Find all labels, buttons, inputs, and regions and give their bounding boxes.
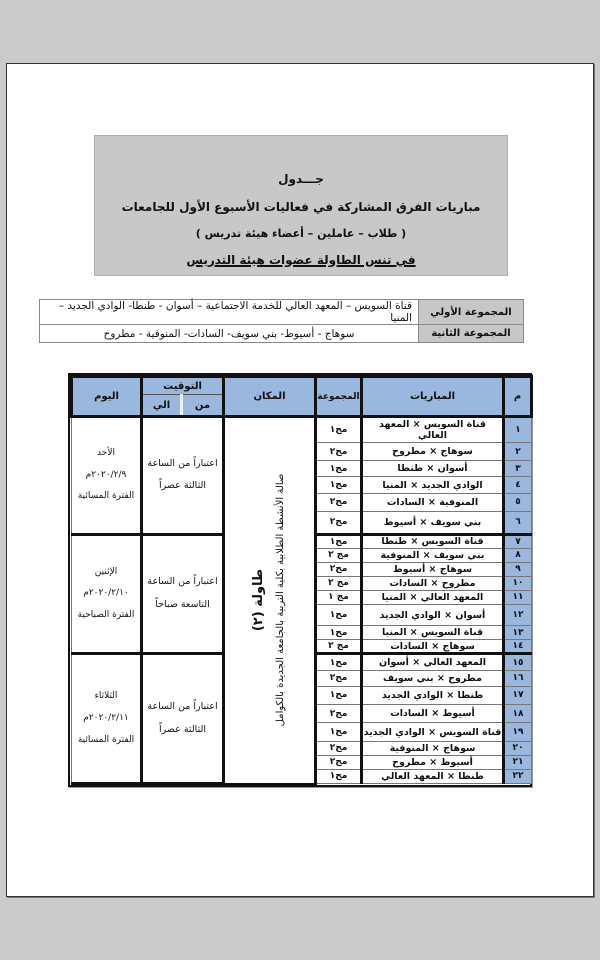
match-teams: قناة السويس × طنطا: [362, 534, 504, 548]
match-group: مج١: [316, 723, 362, 741]
match-group: مج٢: [316, 705, 362, 723]
match-teams: طنطا × المعهد العالي: [362, 769, 504, 783]
match-number: ١١: [504, 590, 532, 604]
day-date: ٢٠٢٠/٢/١١م: [83, 712, 129, 723]
match-teams: قناة السويس × الوادي الجديد: [362, 723, 504, 741]
match-group: مج٢: [316, 670, 362, 686]
match-group: مج ٢: [316, 576, 362, 590]
match-group: مج١: [316, 654, 362, 670]
group-teams: سوهاج - أسيوط- بني سويف- السادات- المنوفية - مطروح: [40, 325, 419, 343]
time-cell: [142, 654, 224, 784]
match-group: مج٢: [316, 511, 362, 534]
match-number: ٣: [504, 461, 532, 477]
match-teams: سوهاج × أسيوط: [362, 562, 504, 576]
participants-line: ( طلاب – عاملين – أعضاء هيئة تدريس ): [195, 227, 407, 240]
group-label: المجموعة الأولي: [419, 300, 524, 325]
schedule-table: [70, 375, 533, 785]
match-number: ١٠: [504, 576, 532, 590]
match-teams: سوهاج × المنوفية: [362, 741, 504, 755]
day-period: الفترة المسائية: [77, 491, 135, 502]
document-title: جـــدول: [278, 172, 324, 186]
match-number: ٦: [504, 511, 532, 534]
match-group: مج ٢: [316, 640, 362, 654]
match-teams: مطروح × السادات: [362, 576, 504, 590]
venue-cell: [224, 417, 316, 784]
time-cell: [142, 534, 224, 654]
header-row: [72, 377, 532, 395]
match-group: مج٢: [316, 562, 362, 576]
time-cell: [142, 417, 224, 535]
match-number: ١٦: [504, 670, 532, 686]
day-cell: [72, 654, 142, 784]
match-number: ١٥: [504, 654, 532, 670]
sport-line: [95, 253, 507, 267]
match-group: مج١: [316, 604, 362, 626]
group-row: [40, 300, 524, 325]
match-teams: بني سويف × أسيوط: [362, 511, 504, 534]
group-teams: قناة السويس – المعهد العالي للخدمة الاجتماعية – أسوان - طنطا- الوادي الجديد – المنيا: [40, 300, 419, 325]
schedule-table-frame: [68, 373, 532, 787]
match-number: ١٣: [504, 626, 532, 640]
match-number: ٤: [504, 477, 532, 493]
match-number: ٢٢: [504, 769, 532, 783]
day-date: ٢٠٢٠/٢/١٠م: [83, 588, 129, 599]
match-teams: المنوفية × السادات: [362, 493, 504, 511]
time-start-value: التاسعة صباحاً: [155, 599, 210, 610]
header-matches: المباريات: [362, 377, 504, 417]
match-teams: المعهد العالي × أسوان: [362, 654, 504, 670]
match-number: ٩: [504, 562, 532, 576]
match-teams: قناة السويس × المعهد العالي: [362, 417, 504, 443]
time-start-value: الثالثة عصراً: [159, 480, 206, 492]
match-group: مج١: [316, 626, 362, 640]
match-teams: قناة السويس × المنيا: [362, 626, 504, 640]
day-date: ٢٠٢٠/٢/٩م: [85, 469, 127, 480]
day-name: الأحد: [97, 447, 115, 458]
match-number: ١٤: [504, 640, 532, 654]
match-number: ٧: [504, 534, 532, 548]
time-start-label: اعتباراً من الساعة: [147, 457, 218, 469]
title-box: [94, 135, 508, 276]
header-num: م: [504, 377, 532, 417]
match-group: مج٢: [316, 755, 362, 769]
header-group: المجموعة: [316, 377, 362, 417]
header-place: المكان: [224, 377, 316, 417]
header-to: الي: [142, 395, 182, 417]
day-name: الإثنين: [94, 566, 118, 577]
day-period: الفترة الصباحية: [77, 609, 135, 620]
time-start-label: اعتباراً من الساعة: [147, 700, 218, 712]
match-teams: طنطا × الوادي الجديد: [362, 686, 504, 704]
match-group: مج٢: [316, 741, 362, 755]
match-number: ٢١: [504, 755, 532, 769]
match-group: مج١: [316, 417, 362, 443]
match-teams: المعهد العالي × المنيا: [362, 590, 504, 604]
match-number: ١: [504, 417, 532, 443]
match-number: ٢: [504, 442, 532, 460]
match-teams: بني سويف × المنوفية: [362, 548, 504, 562]
day-period: الفترة المسائية: [77, 734, 135, 745]
header-day: اليوم: [72, 377, 142, 417]
match-number: ١٩: [504, 723, 532, 741]
table-row: [72, 417, 532, 443]
match-teams: أسوان × الوادي الجديد: [362, 604, 504, 626]
match-number: ١٢: [504, 604, 532, 626]
match-group: مج١: [316, 477, 362, 493]
day-name: الثلاثاء: [94, 691, 118, 702]
group-row: [40, 325, 524, 343]
match-number: ٨: [504, 548, 532, 562]
match-group: مج١: [316, 534, 362, 548]
match-group: مج٢: [316, 493, 362, 511]
match-group: مج١: [316, 686, 362, 704]
match-teams: سوهاج × مطروح: [362, 442, 504, 460]
day-cell: [72, 534, 142, 654]
match-group: مج١: [316, 769, 362, 783]
match-group: مج١: [316, 461, 362, 477]
match-teams: مطروح × بني سويف: [362, 670, 504, 686]
match-teams: الوادي الجديد × المنيا: [362, 477, 504, 493]
groups-table: [39, 299, 524, 343]
match-teams: سوهاج × السادات: [362, 640, 504, 654]
match-teams: أسيوط × السادات: [362, 705, 504, 723]
sport-text: في تنس الطاولة عضوات هيئة التدريس: [186, 253, 416, 267]
venue-table: طاولة (٢): [250, 569, 266, 632]
match-number: ١٧: [504, 686, 532, 704]
match-number: ١٨: [504, 705, 532, 723]
group-label: المجموعة الثانية: [419, 325, 524, 343]
match-number: ٥: [504, 493, 532, 511]
header-timing: التوقيت: [142, 377, 224, 395]
match-group: مج ٢: [316, 548, 362, 562]
time-start-label: اعتباراً من الساعة: [147, 576, 218, 588]
header-from: من: [182, 395, 224, 417]
day-cell: [72, 417, 142, 535]
match-group: مج ١: [316, 590, 362, 604]
venue-name: صالة الأنشطة الطلابية بكلية التربية بالجامعة الجديدة بالكوامل: [274, 473, 286, 727]
document-subtitle: مباريات الفرق المشاركة في فعاليات الأسبوع الأول للجامعات: [121, 200, 481, 214]
match-group: مج٢: [316, 442, 362, 460]
match-teams: أسوان × طنطا: [362, 461, 504, 477]
match-number: ٢٠: [504, 741, 532, 755]
match-teams: أسيوط × مطروح: [362, 755, 504, 769]
time-start-value: الثالثة عصراً: [159, 723, 206, 735]
